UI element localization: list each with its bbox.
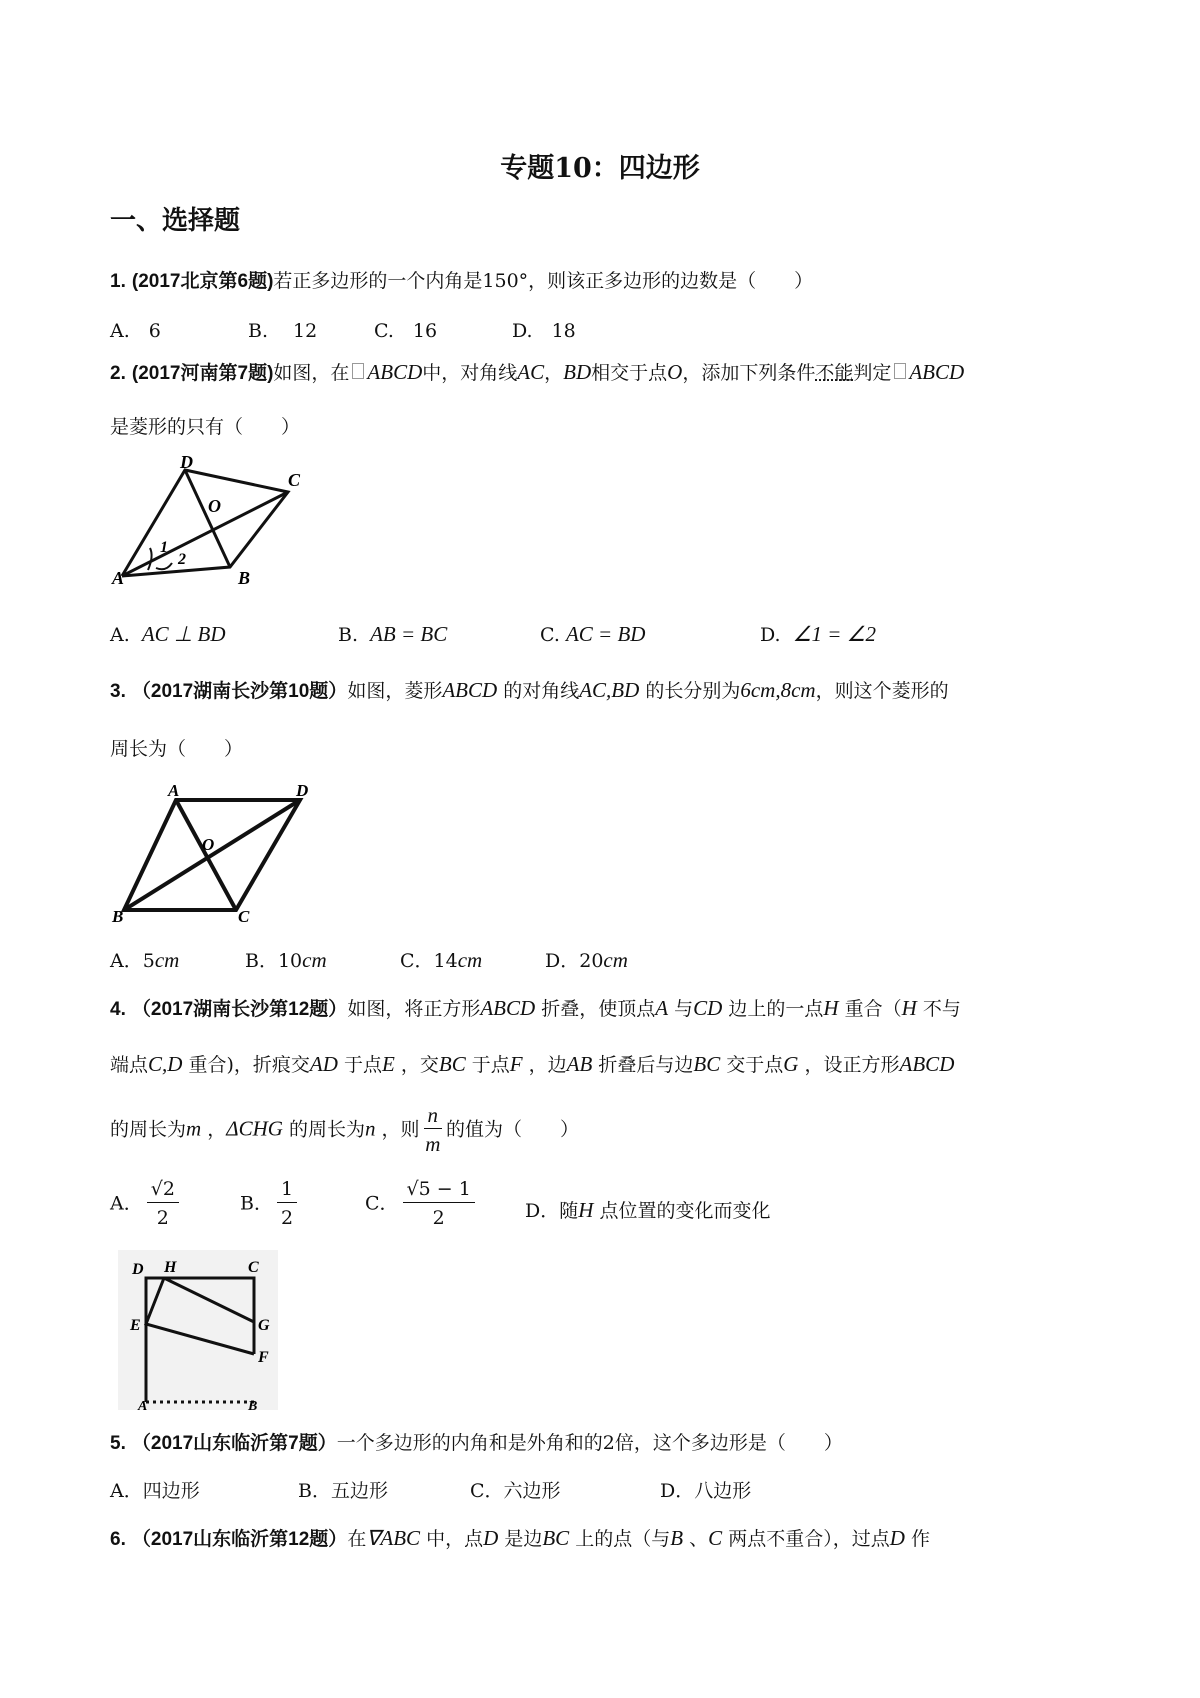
fraction-denominator: 2	[280, 1207, 294, 1229]
option-math: ∠1 = ∠2	[792, 622, 877, 646]
label-a: A	[168, 782, 180, 800]
math-text: AC	[517, 360, 545, 384]
question-number: 3.	[110, 681, 126, 702]
fraction-denominator: 2	[432, 1207, 445, 1229]
label-a: A	[112, 568, 125, 587]
option-math: AC = BD	[565, 622, 646, 646]
question-text: ，则	[381, 1118, 420, 1141]
math-text: F	[509, 1052, 523, 1076]
question-source: （2017湖南长沙第10题）	[131, 681, 348, 702]
option-letter: C．	[365, 1192, 399, 1215]
q5-option-d: D．八边形	[660, 1480, 752, 1502]
fraction-denominator: 2	[156, 1207, 169, 1229]
q3-option-b	[245, 946, 327, 973]
q4-option-b	[240, 1176, 301, 1233]
question-text: 端点	[110, 1054, 149, 1076]
fraction	[403, 1176, 475, 1233]
question-text: 的周长为	[110, 1118, 187, 1141]
math-text: ABCD	[442, 678, 498, 702]
q4-option-d	[525, 1196, 770, 1223]
q2-figure	[110, 452, 310, 587]
option-letter: A．	[110, 1192, 143, 1215]
label-c: C	[248, 1259, 259, 1276]
math-text: ΔCHG	[226, 1116, 283, 1141]
fraction	[277, 1176, 297, 1233]
math-text: BD	[563, 360, 592, 384]
emphasis-text: 不能	[815, 362, 854, 384]
question-3-line-2: 周长为（ ）	[110, 738, 244, 760]
question-4-line-2	[110, 1050, 954, 1077]
q5-option-b: B．五边形	[298, 1480, 388, 1502]
question-source: （2017湖南长沙第12题）	[131, 999, 348, 1020]
question-text: ，交	[400, 1054, 439, 1076]
label-2: 2	[178, 551, 186, 568]
math-text: m	[186, 1116, 202, 1141]
diagonal-bd	[185, 470, 230, 567]
question-4-line-3	[110, 1102, 579, 1159]
question-text: 在	[347, 1528, 367, 1550]
q2-option-d	[760, 622, 876, 647]
math-text: BC	[438, 1052, 466, 1076]
math-text: ABCD	[480, 996, 536, 1020]
angle-2-arc	[156, 563, 172, 569]
question-number: 1.	[110, 271, 126, 292]
question-text: 的值为（ ）	[446, 1118, 580, 1141]
label-o: O	[202, 835, 215, 854]
question-number: 4.	[110, 999, 126, 1020]
question-text: 上的点（与	[575, 1528, 671, 1550]
fraction-numerator: √5 − 1	[403, 1176, 475, 1203]
question-text: 于点	[343, 1054, 382, 1076]
q1-option-a: A. 6	[110, 320, 161, 342]
option-unit: cm	[457, 948, 483, 972]
fraction-numerator: 1	[277, 1176, 297, 1203]
option-letter: C.	[540, 624, 560, 646]
math-text: BC	[542, 1526, 570, 1550]
question-2-line-2: 是菱形的只有（ ）	[110, 416, 301, 438]
question-text: 中，点	[426, 1528, 484, 1550]
question-text: 如图，在	[273, 362, 350, 384]
q2-option-c	[540, 622, 645, 647]
question-text: 一个多边形的内角和是外角和的2倍，这个多边形是（ ）	[336, 1432, 843, 1454]
question-text: ，添加下列条件	[682, 362, 816, 384]
question-text: 如图，菱形	[347, 680, 443, 702]
math-text: C,D	[148, 1052, 183, 1076]
q5-option-c: C．六边形	[470, 1480, 561, 1502]
question-text: ，	[207, 1118, 227, 1141]
question-5	[110, 1428, 843, 1455]
option-letter: B．	[245, 950, 278, 972]
option-letter: C．	[400, 950, 434, 972]
q4-option-a	[110, 1176, 183, 1233]
question-source: (2017北京第6题)	[131, 271, 274, 292]
math-text: H	[578, 1198, 594, 1222]
label-h: H	[164, 1259, 177, 1276]
math-text: ABCD	[367, 360, 423, 384]
math-text: H	[823, 996, 839, 1020]
math-text: AC,BD	[579, 678, 640, 702]
label-f: F	[258, 1349, 269, 1366]
fraction-numerator: n	[424, 1102, 443, 1129]
math-text: A	[655, 996, 669, 1020]
question-text: 是边	[504, 1528, 543, 1550]
label-c: C	[288, 470, 301, 490]
math-text: 6cm,8cm	[740, 678, 816, 702]
question-source: (2017河南第7题)	[131, 363, 274, 384]
option-letter: D．	[525, 1200, 560, 1222]
math-text: ABCD	[909, 360, 965, 384]
math-text: ∇ABC	[366, 1526, 421, 1550]
label-b: B	[112, 907, 124, 922]
label-g: G	[258, 1317, 270, 1334]
label-b: B	[248, 1399, 258, 1410]
fraction-denominator: m	[425, 1132, 441, 1156]
option-letter: A.	[110, 624, 130, 646]
question-text: 与	[674, 998, 694, 1020]
math-text: C	[708, 1526, 723, 1550]
question-text: 相交于点	[591, 362, 668, 384]
question-text: 重合（	[844, 998, 902, 1020]
q3-figure	[110, 782, 310, 922]
option-text: 随	[559, 1200, 579, 1222]
option-text: 点位置的变化而变化	[599, 1200, 771, 1222]
math-text: D	[889, 1526, 905, 1550]
q3-option-a	[110, 946, 179, 973]
math-text: AD	[309, 1052, 338, 1076]
label-1: 1	[160, 539, 168, 556]
math-text: D	[483, 1526, 499, 1550]
math-text: n	[364, 1116, 376, 1141]
option-unit: cm	[603, 948, 628, 972]
question-3	[110, 676, 949, 703]
question-text: ，则这个菱形的	[815, 680, 949, 702]
q3-option-c	[400, 946, 482, 973]
math-text: ABCD	[899, 1052, 955, 1076]
q3-option-d	[545, 946, 628, 973]
question-text: 重合)，折痕交	[188, 1054, 310, 1076]
option-value: 10	[277, 950, 303, 972]
question-text: 两点不重合），过点	[728, 1528, 890, 1550]
option-value: 20	[579, 950, 604, 972]
parallelogram-outline	[122, 470, 288, 576]
question-text: 边上的一点	[728, 998, 824, 1020]
q1-option-d: D. 18	[512, 320, 576, 342]
section-heading: 一、选择题	[110, 206, 241, 236]
math-text: CD	[693, 996, 723, 1020]
question-text: 的对角线	[503, 680, 580, 702]
q5-option-a: A．四边形	[110, 1480, 200, 1502]
question-text: 如图，将正方形	[347, 998, 481, 1020]
option-math: AB = BC	[370, 622, 448, 646]
q2-option-b	[338, 622, 447, 647]
option-math: AC ⊥ BD	[141, 622, 226, 646]
question-text: ，设正方形	[804, 1054, 900, 1076]
question-number: 6.	[110, 1529, 126, 1550]
math-text: O	[667, 360, 683, 384]
question-text: 折叠，使顶点	[541, 998, 656, 1020]
math-text: G	[783, 1052, 799, 1076]
question-number: 2.	[110, 363, 126, 384]
fraction-numerator: √2	[147, 1176, 179, 1203]
q2-option-a	[110, 622, 225, 647]
fraction-n-over-m	[424, 1102, 443, 1159]
math-text: AB	[566, 1052, 593, 1076]
question-text: 、	[689, 1528, 709, 1550]
math-text: E	[381, 1052, 395, 1076]
label-e: E	[130, 1317, 141, 1334]
question-text: 的长分别为	[645, 680, 741, 702]
label-d: D	[180, 452, 193, 472]
question-text: 于点	[471, 1054, 510, 1076]
question-text: ，	[544, 362, 564, 384]
question-text: ，边	[528, 1054, 567, 1076]
label-c: C	[238, 907, 250, 922]
question-source: （2017山东临沂第7题）	[131, 1433, 337, 1454]
q1-option-b: B. 12	[248, 320, 318, 342]
option-unit: cm	[154, 948, 180, 972]
option-value: 5	[142, 950, 155, 972]
q4-option-c	[365, 1176, 479, 1233]
label-d: D	[132, 1261, 144, 1278]
question-text: 判定	[853, 362, 892, 384]
parallelogram-symbol	[352, 363, 364, 379]
label-d: D	[296, 782, 309, 800]
q4-figure	[118, 1250, 278, 1410]
question-number: 5.	[110, 1433, 126, 1454]
option-letter: A．	[110, 950, 143, 972]
label-a: A	[138, 1399, 148, 1410]
question-text: 折叠后与边	[598, 1054, 694, 1076]
option-letter: B．	[240, 1192, 273, 1215]
question-1	[110, 266, 813, 293]
question-text: 若正多边形的一个内角是150°，则该正多边形的边数是（ ）	[273, 270, 814, 292]
question-source: （2017山东临沂第12题）	[131, 1529, 348, 1550]
fraction	[147, 1176, 179, 1233]
parallelogram-symbol	[894, 363, 906, 379]
question-text: 的周长为	[288, 1118, 365, 1141]
diagonal-ac	[176, 800, 236, 910]
math-text: B	[670, 1526, 684, 1550]
question-2	[110, 358, 964, 385]
question-text: 不与	[922, 998, 961, 1020]
option-letter: D.	[760, 624, 781, 646]
question-6	[110, 1524, 930, 1551]
option-unit: cm	[302, 948, 327, 972]
label-b: B	[238, 568, 251, 587]
question-text: 中，对角线	[422, 362, 518, 384]
option-letter: D．	[545, 950, 580, 972]
math-text: BC	[693, 1052, 721, 1076]
page-title: 专题10：四边形	[500, 153, 700, 184]
option-value: 14	[433, 950, 458, 972]
angle-1-arc	[148, 548, 152, 570]
question-text: 作	[910, 1528, 930, 1550]
question-4	[110, 994, 961, 1021]
option-letter: B.	[338, 624, 359, 646]
label-o: O	[208, 496, 221, 516]
math-text: H	[901, 996, 917, 1020]
question-text: 交于点	[726, 1054, 784, 1076]
q1-option-c: C. 16	[374, 320, 438, 342]
